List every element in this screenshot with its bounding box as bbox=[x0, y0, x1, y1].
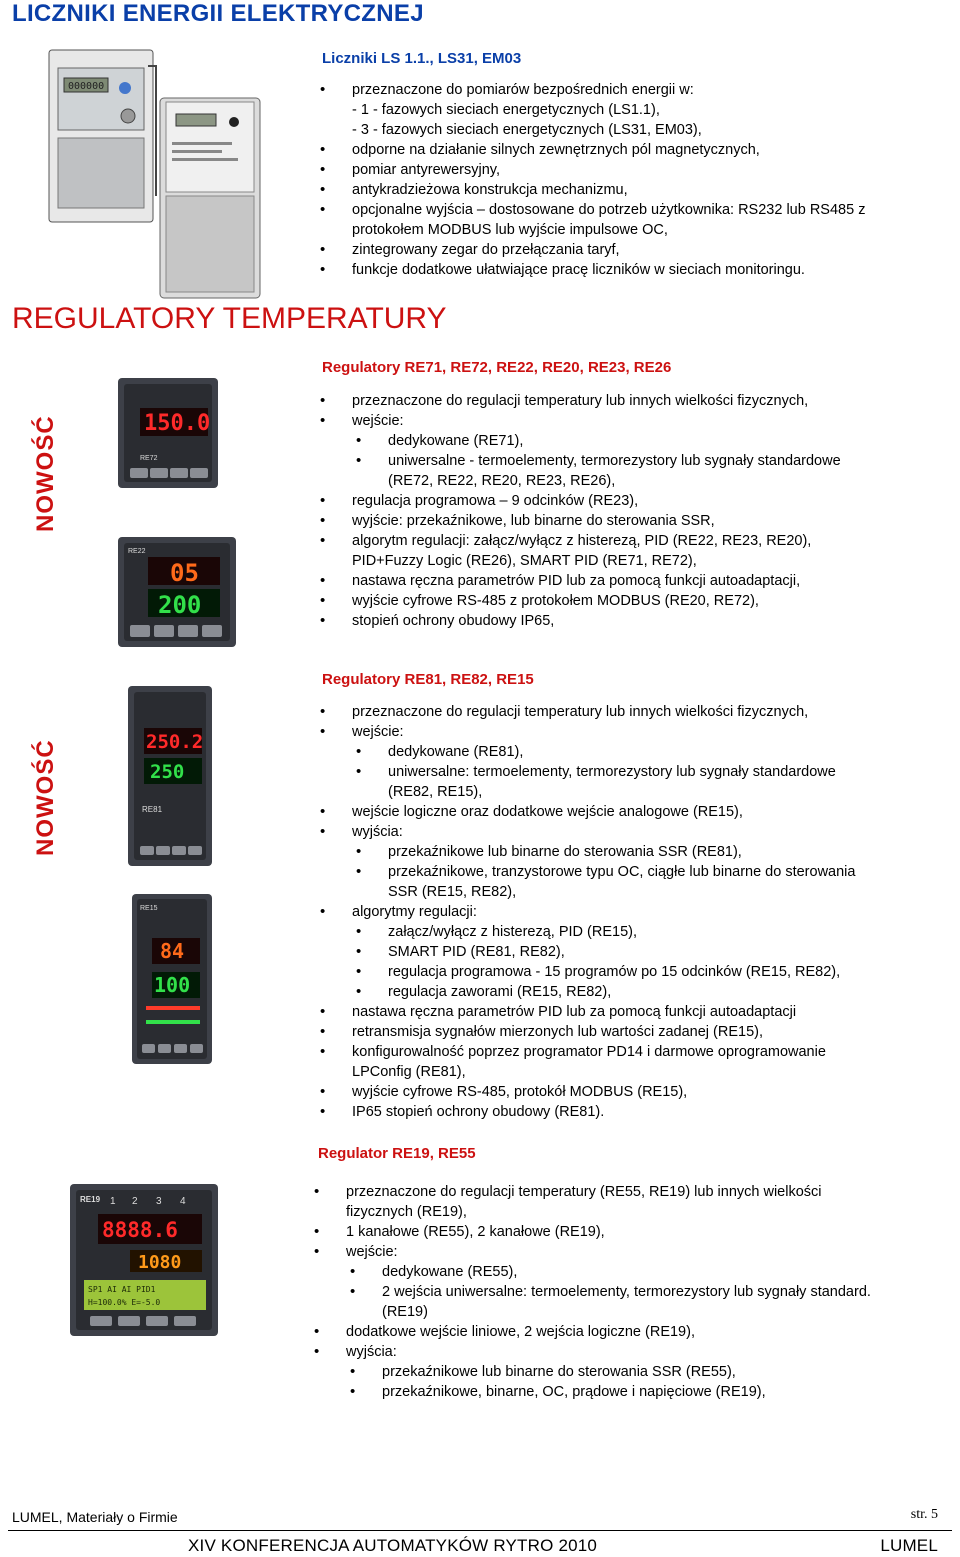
re19-ch-2: 2 bbox=[132, 1196, 138, 1207]
re81-heading: Regulatory RE81, RE82, RE15 bbox=[322, 671, 534, 688]
re19-item: • dodatkowe wejście liniowe, 2 wejścia logiczne (RE19), bbox=[312, 1322, 871, 1342]
re19-heading: Regulator RE19, RE55 bbox=[318, 1145, 476, 1162]
re19-item: • przeznaczone do regulacji temperatury (RE55, RE19) lub innych wielkości bbox=[312, 1182, 871, 1202]
meter-lcd: 000000 bbox=[68, 81, 105, 92]
footer-divider bbox=[8, 1530, 952, 1531]
re8-item: • regulacja zaworami (RE15, RE82), bbox=[318, 982, 855, 1002]
re7-item: PID+Fuzzy Logic (RE26), SMART PID (RE71, RE72), bbox=[352, 553, 697, 569]
re22-bottom-display: 200 bbox=[158, 591, 202, 619]
re19-top-display: 8888.6 bbox=[102, 1218, 178, 1242]
re19-item: • 1 kanałowe (RE55), 2 kanałowe (RE19), bbox=[312, 1222, 871, 1242]
re15-bottom-display: 100 bbox=[154, 973, 191, 997]
re8-item: • przeznaczone do regulacji temperatury lub innych wielkości fizycznych, bbox=[318, 702, 855, 722]
re8-item: • wejście: bbox=[318, 722, 855, 742]
re19-item: • wyjścia: bbox=[312, 1342, 871, 1362]
re19-item: • dedykowane (RE55), bbox=[312, 1262, 871, 1282]
page-number-prefix: str. bbox=[910, 1507, 928, 1522]
meters-item: • przeznaczone do pomiarów bezpośrednich energii w: bbox=[318, 80, 865, 100]
re72-device-image bbox=[118, 378, 218, 488]
meters-item: - 3 - fazowych sieciach energetycznych (LS31, EM03), bbox=[352, 122, 702, 138]
re8-item: (RE82, RE15), bbox=[388, 784, 483, 800]
re81-top-display: 250.2 bbox=[146, 731, 204, 753]
re19-item: • przekaźnikowe lub binarne do sterowania SSR (RE55), bbox=[312, 1362, 871, 1382]
re7-item: • dedykowane (RE71), bbox=[318, 431, 841, 451]
re19-item: fizycznych (RE19), bbox=[346, 1204, 467, 1220]
re8-item: • nastawa ręczna parametrów PID lub za pomocą funkcji autoadaptacji bbox=[318, 1002, 855, 1022]
re8-item: • retransmisja sygnałów mierzonych lub wartości zadanej (RE15), bbox=[318, 1022, 855, 1042]
section-title-temperature: REGULATORY TEMPERATURY bbox=[12, 302, 447, 335]
re7-item: • wyjście: przekaźnikowe, lub binarne do sterowania SSR, bbox=[318, 511, 841, 531]
re8-item: • konfigurowalność poprzez programator PD14 i darmowe oprogramowanie bbox=[318, 1042, 855, 1062]
re7-item: (RE72, RE22, RE20, RE23, RE26), bbox=[388, 473, 616, 489]
meters-item: • odporne na działanie silnych zewnętrznych pól magnetycznych, bbox=[318, 140, 865, 160]
re19-item: (RE19) bbox=[382, 1304, 428, 1320]
footer-brand: LUMEL bbox=[880, 1536, 938, 1555]
re19-ch-3: 3 bbox=[156, 1196, 162, 1207]
re19-feature-list bbox=[312, 1182, 871, 1402]
re81-feature-list bbox=[318, 702, 855, 1122]
re8-item: • przekaźnikowe lub binarne do sterowania SSR (RE81), bbox=[318, 842, 855, 862]
footer-conference: XIV KONFERENCJA AUTOMATYKÓW RYTRO 2010 bbox=[188, 1536, 598, 1555]
re8-item: SSR (RE15, RE82), bbox=[388, 884, 517, 900]
re19-lcd-line2: H=100.0% E=-5.0 bbox=[88, 1298, 161, 1307]
re8-item: • SMART PID (RE81, RE82), bbox=[318, 942, 855, 962]
re71-heading: Regulatory RE71, RE72, RE22, RE20, RE23, RE26 bbox=[322, 359, 672, 376]
re15-top-display: 84 bbox=[160, 939, 185, 963]
meters-item: • funkcje dodatkowe ułatwiające pracę liczników w sieciach monitoringu. bbox=[318, 260, 865, 280]
re8-item: • dedykowane (RE81), bbox=[318, 742, 855, 762]
meters-item: • zintegrowany zegar do przełączania taryf, bbox=[318, 240, 865, 260]
re81-label: RE81 bbox=[142, 805, 163, 814]
page-number bbox=[911, 1507, 938, 1523]
re8-item: • wyjście cyfrowe RS-485, protokół MODBUS (RE15), bbox=[318, 1082, 855, 1102]
re72-display: 150.0 bbox=[144, 411, 211, 436]
re19-device-image bbox=[70, 1184, 218, 1336]
meters-item: • pomiar antyrewersyjny, bbox=[318, 160, 865, 180]
page-title: LICZNIKI ENERGII ELEKTRYCZNEJ bbox=[12, 0, 424, 27]
re8-item: • przekaźnikowe, tranzystorowe typu OC, ciągłe lub binarne do sterowania bbox=[318, 862, 855, 882]
re19-ch-1: 1 bbox=[110, 1196, 116, 1207]
footer-company: LUMEL, Materiały o Firmie bbox=[12, 1509, 178, 1525]
re19-mid-display: 1080 bbox=[138, 1252, 182, 1273]
re7-item: • stopień ochrony obudowy IP65, bbox=[318, 611, 841, 631]
meters-item: • opcjonalne wyjścia – dostosowane do potrzeb użytkownika: RS232 lub RS485 z bbox=[318, 200, 865, 220]
re81-bottom-display: 250 bbox=[150, 761, 185, 783]
re8-item: • wyjścia: bbox=[318, 822, 855, 842]
re7-item: • wyjście cyfrowe RS-485 z protokołem MODBUS (RE20, RE72), bbox=[318, 591, 841, 611]
re8-item: LPConfig (RE81), bbox=[352, 1064, 466, 1080]
re22-label: RE22 bbox=[128, 548, 146, 555]
re8-item: • wejście logiczne oraz dodatkowe wejście analogowe (RE15), bbox=[318, 802, 855, 822]
meters-item: - 1 - fazowych sieciach energetycznych (LS1.1), bbox=[352, 102, 660, 118]
re7-item: • nastawa ręczna parametrów PID lub za pomocą funkcji autoadaptacji, bbox=[318, 571, 841, 591]
page-number-value: 5 bbox=[931, 1507, 938, 1522]
meters-heading: Liczniki LS 1.1., LS31, EM03 bbox=[322, 50, 522, 67]
re19-lcd-line1: SP1 AI AI PID1 bbox=[88, 1285, 156, 1294]
re22-device-image bbox=[118, 537, 236, 647]
new-badge: NOWOŚĆ bbox=[32, 415, 59, 532]
meters-item: • antykradzieżowa konstrukcja mechanizmu, bbox=[318, 180, 865, 200]
re15-label: RE15 bbox=[140, 905, 158, 912]
re7-item: • uniwersalne - termoelementy, termorezystory lub sygnały standardowe bbox=[318, 451, 841, 471]
re72-label: RE72 bbox=[140, 455, 158, 462]
re7-item: • regulacja programowa – 9 odcinków (RE23), bbox=[318, 491, 841, 511]
re7-item: • wejście: bbox=[318, 411, 841, 431]
re8-item: • uniwersalne: termoelementy, termorezystory lub sygnały standardowe bbox=[318, 762, 855, 782]
re19-item: • 2 wejścia uniwersalne: termoelementy, termorezystory lub sygnały standard. bbox=[312, 1282, 871, 1302]
re81-device-image bbox=[128, 686, 212, 866]
re19-ch-4: 4 bbox=[180, 1196, 186, 1207]
re8-item: • załącz/wyłącz z histerezą, PID (RE15), bbox=[318, 922, 855, 942]
re8-item: • IP65 stopień ochrony obudowy (RE81). bbox=[318, 1102, 855, 1122]
meters-feature-list bbox=[318, 80, 865, 280]
re19-label: RE19 bbox=[80, 1195, 101, 1204]
re15-device-image bbox=[132, 894, 212, 1064]
energy-meters-image bbox=[48, 46, 266, 304]
new-badge-2: NOWOŚĆ bbox=[32, 739, 59, 856]
re8-item: • regulacja programowa - 15 programów po 15 odcinków (RE15, RE82), bbox=[318, 962, 855, 982]
re19-item: • przekaźnikowe, binarne, OC, prądowe i napięciowe (RE19), bbox=[312, 1382, 871, 1402]
re71-feature-list bbox=[318, 391, 841, 631]
re7-item: • przeznaczone do regulacji temperatury lub innych wielkości fizycznych, bbox=[318, 391, 841, 411]
re19-item: • wejście: bbox=[312, 1242, 871, 1262]
re7-item: • algorytm regulacji: załącz/wyłącz z histerezą, PID (RE22, RE23, RE20), bbox=[318, 531, 841, 551]
re22-top-display: 05 bbox=[170, 559, 199, 587]
meters-item: protokołem MODBUS lub wyjście impulsowe OC, bbox=[352, 222, 668, 238]
re8-item: • algorytmy regulacji: bbox=[318, 902, 855, 922]
